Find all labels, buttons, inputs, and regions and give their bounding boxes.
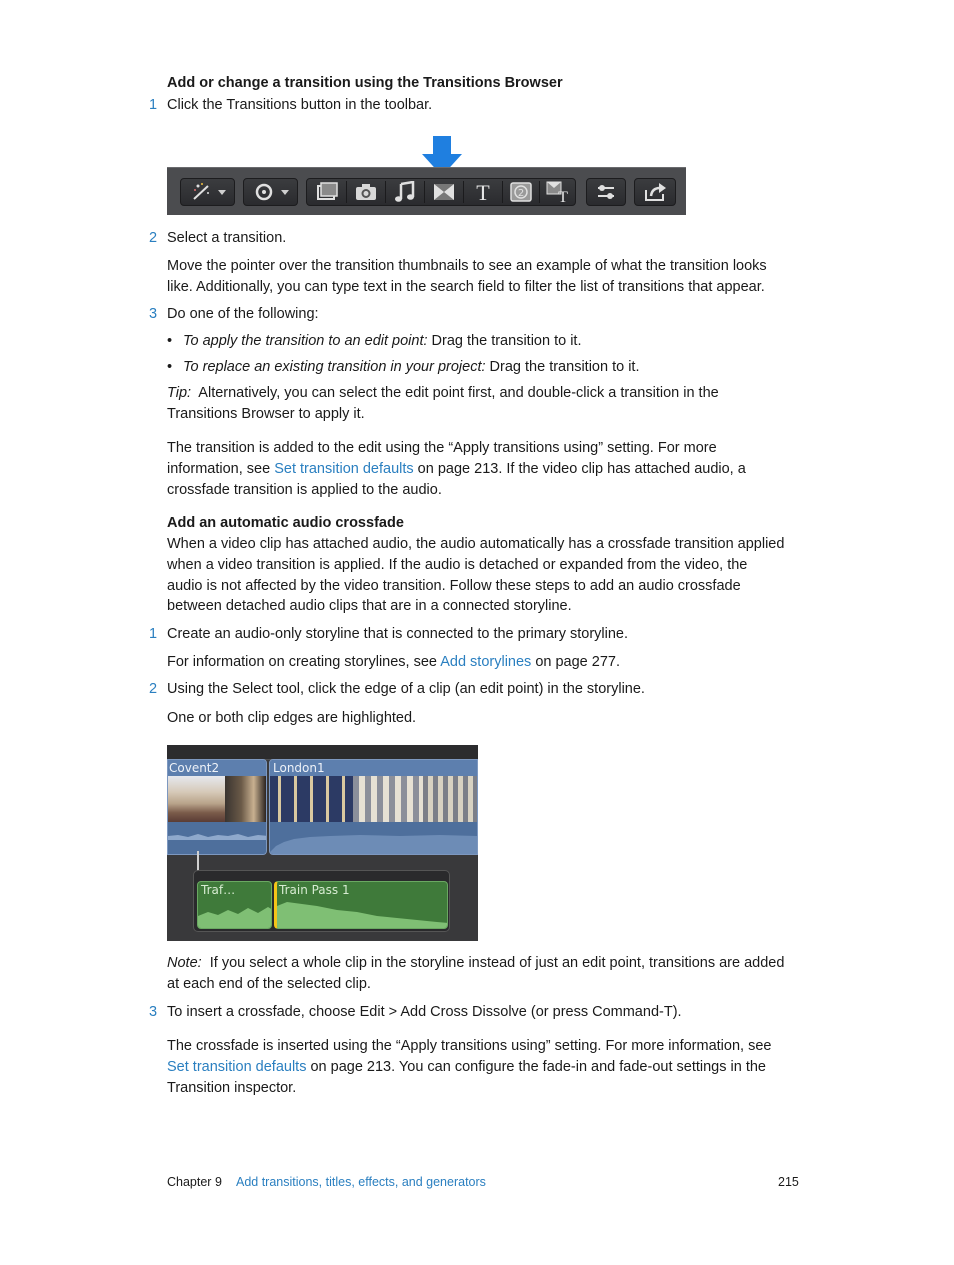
note-line: at each end of the selected clip. [167, 976, 371, 992]
paragraph-line: like. Additionally, you can type text in the search field to filter the list of transitions that appear. [167, 279, 765, 295]
audio-waveform [168, 822, 267, 854]
step-number: 3 [149, 306, 158, 322]
transitions-icon[interactable] [425, 179, 463, 205]
set-transition-defaults-link[interactable]: Set transition defaults [167, 1059, 307, 1075]
timeline-screenshot [167, 745, 478, 941]
paragraph-line: crossfade transition is applied to the audio. [167, 482, 442, 498]
add-storylines-link[interactable]: Add storylines [440, 654, 532, 670]
toolbar-group-browsers [306, 178, 576, 206]
page-number: 215 [778, 1175, 799, 1189]
toolbar-group-inspector [586, 178, 626, 206]
video-clip-covent2[interactable] [167, 759, 267, 855]
paragraph-line [167, 1057, 807, 1078]
text-run: on page 213. You can configure the fade-in and fade-out settings in the [306, 1059, 766, 1075]
inspector-icon[interactable] [589, 179, 623, 205]
text-run: For information on creating storylines, see [167, 654, 441, 670]
tip-label: Tip: [167, 385, 192, 401]
paragraph-line: between detached audio clips that are in a connected storyline. [167, 598, 572, 614]
tip-line: Transitions Browser to apply it. [167, 406, 365, 422]
paragraph-line: The crossfade is inserted using the “Apply transitions using” setting. For more information, see [167, 1038, 772, 1054]
clip-thumbnails [270, 776, 477, 822]
audio-waveform [270, 822, 478, 854]
audio-clip-traf[interactable] [197, 881, 272, 929]
clip-thumbnails [168, 776, 266, 822]
paragraph-line: Transition inspector. [167, 1080, 297, 1096]
clip-label: London1 [270, 760, 477, 776]
bullet-text: Drag the transition to it. [427, 333, 582, 349]
note-label: Note: [167, 955, 202, 971]
section-heading-transitions: Add or change a transition using the Transitions Browser [167, 75, 563, 91]
svg-text:T: T [476, 181, 490, 203]
clip-label: Train Pass 1 [279, 883, 350, 897]
tip-line [167, 383, 807, 404]
clip-browser-icon[interactable] [309, 179, 345, 205]
toolbar-group-share [634, 178, 676, 206]
footer-chapter: Chapter 9 [167, 1175, 222, 1189]
step-text: Using the Select tool, click the edge of a clip (an edit point) in the storyline. [167, 681, 645, 697]
paragraph-line: When a video clip has attached audio, the audio automatically has a crossfade transition applied [167, 536, 785, 552]
magic-wand-icon[interactable] [185, 179, 231, 205]
footer-chapter-title-link[interactable]: Add transitions, titles, effects, and generators [236, 1175, 486, 1189]
paragraph-line: audio is not affected by the video transition. Follow these steps to add an audio crossfade [167, 578, 741, 594]
tip-text: Alternatively, you can select the edit point first, and double-click a transition in the [191, 385, 719, 401]
set-transition-defaults-link[interactable]: Set transition defaults [274, 461, 414, 477]
step-number: 3 [149, 1004, 158, 1020]
text-run: on page 277. [531, 654, 620, 670]
video-clip-london1[interactable] [269, 759, 478, 855]
toolbar-screenshot [167, 167, 686, 215]
note-text: If you select a whole clip in the storyline instead of just an edit point, transitions are added [201, 955, 785, 971]
themes-icon[interactable] [540, 179, 575, 205]
bullet-item [183, 357, 639, 378]
paragraph-line: One or both clip edges are highlighted. [167, 710, 417, 726]
bullet-item [183, 331, 581, 352]
music-browser-icon[interactable] [386, 179, 424, 205]
paragraph-line: when a video transition is applied. If the audio is detached or expanded from the video, the [167, 557, 748, 573]
svg-text:2: 2 [517, 188, 525, 199]
paragraph-line [167, 459, 807, 480]
step-text: Create an audio-only storyline that is connected to the primary storyline. [167, 626, 629, 642]
audio-clip-train-pass-1[interactable] [274, 881, 448, 929]
bullet-text: Drag the transition to it. [485, 359, 640, 375]
section-heading-audio-crossfade: Add an automatic audio crossfade [167, 515, 404, 531]
paragraph-line: Move the pointer over the transition thumbnails to see an example of what the transition looks [167, 258, 767, 274]
step-number: 2 [149, 230, 158, 246]
bullet-italic: To replace an existing transition in your project: [183, 359, 486, 375]
share-icon[interactable] [637, 179, 673, 205]
bullet-dot: • [167, 333, 173, 349]
photo-browser-icon[interactable] [347, 179, 385, 205]
step-text: Select a transition. [167, 230, 287, 246]
bullet-dot: • [167, 359, 173, 375]
svg-text:T: T [557, 189, 568, 203]
titles-icon[interactable] [464, 179, 502, 205]
step-number: 2 [149, 681, 158, 697]
text-run: on page 213. If the video clip has attached audio, a [413, 461, 746, 477]
step-text: Do one of the following: [167, 306, 319, 322]
clip-label: Covent2 [168, 760, 266, 776]
toolbar-group-retime [243, 178, 298, 206]
audio-waveform [277, 898, 448, 929]
bullet-italic: To apply the transition to an edit point: [183, 333, 428, 349]
text-run: information, see [167, 461, 275, 477]
step-number: 1 [149, 97, 158, 113]
step-text: Click the Transitions button in the toolbar. [167, 97, 433, 113]
step-text: To insert a crossfade, choose Edit > Add Cross Dissolve (or press Command-T). [167, 1004, 682, 1020]
generators-icon[interactable] [503, 179, 539, 205]
paragraph-line: The transition is added to the edit using the “Apply transitions using” setting. For more [167, 440, 717, 456]
step-number: 1 [149, 626, 158, 642]
toolbar-group-enhance [180, 178, 235, 206]
audio-waveform [198, 898, 272, 929]
note-line [167, 953, 807, 974]
paragraph-line [167, 652, 807, 673]
retime-icon[interactable] [248, 179, 294, 205]
clip-label: Traf… [201, 883, 236, 897]
